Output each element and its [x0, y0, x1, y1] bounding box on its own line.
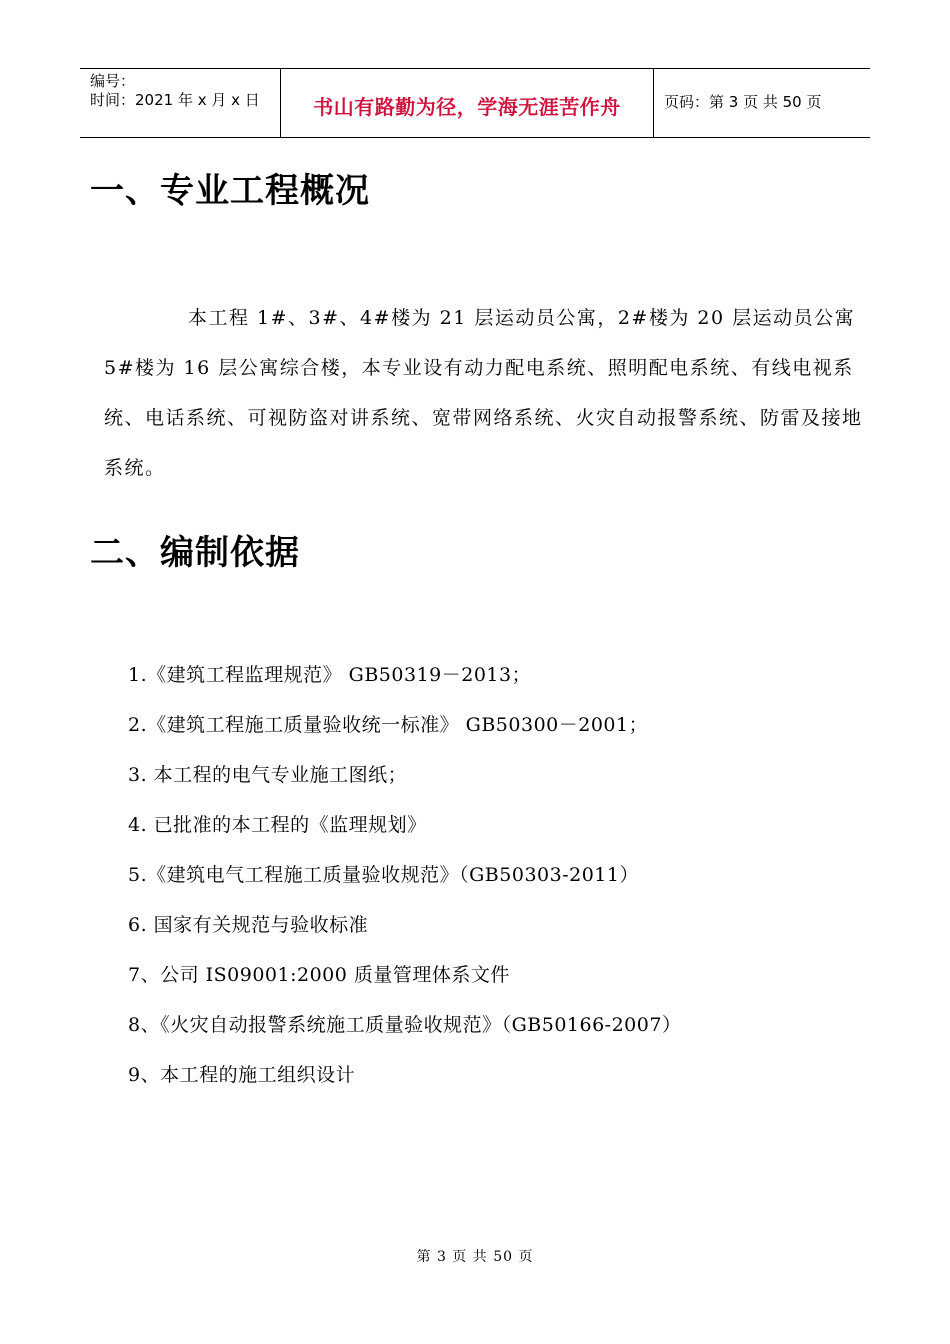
list-item: 3. 本工程的电气专业施工图纸； [128, 764, 408, 786]
list-item: 5.《建筑电气工程施工质量验收规范》（GB50303-2011） [128, 864, 639, 886]
section-title-basis: 二、编制依据 [90, 533, 300, 573]
page-footer: 第 3 页 共 50 页 [416, 1249, 534, 1265]
list-item: 6. 国家有关规范与验收标准 [128, 914, 369, 936]
list-item: 7、公司 IS09001:2000 质量管理体系文件 [128, 964, 510, 986]
number-label: 编号： [90, 72, 136, 90]
list-item: 9、本工程的施工组织设计 [128, 1064, 356, 1086]
header-left-cell [80, 69, 281, 137]
section-title-overview: 一、专业工程概况 [90, 171, 370, 211]
header-right-cell [654, 69, 870, 137]
header-page-info: 页码：第 3 页 共 50 页 [664, 93, 822, 111]
document-header [80, 68, 870, 138]
list-item: 2.《建筑工程施工质量验收统一标准》 GB50300－2001； [128, 714, 649, 736]
overview-text: 本工程 1#、3#、4#楼为 21 层运动员公寓，2#楼为 20 层运动员公寓 5#楼为 16 层公寓综合楼，本专业设有动力配电系统、照明配电系统、有线电视系统、电话系统、可视防盗对讲系统、宽带网络系统、火灾自动报警系统、防雷及接地系统。 [104, 307, 863, 479]
list-item: 8、《火灾自动报警系统施工质量验收规范》（GB50166-2007） [128, 1014, 682, 1036]
basis-list [128, 650, 681, 1100]
time-label: 时间：2021 年 x 月 x 日 [90, 91, 260, 109]
list-item: 1.《建筑工程监理规范》 GB50319－2013； [128, 664, 532, 686]
header-center-cell [281, 69, 654, 137]
overview-paragraph [104, 293, 874, 493]
header-motto: 书山有路勤为径，学海无涯苦作舟 [313, 95, 621, 119]
list-item: 4. 已批准的本工程的《监理规划》 [128, 814, 427, 836]
